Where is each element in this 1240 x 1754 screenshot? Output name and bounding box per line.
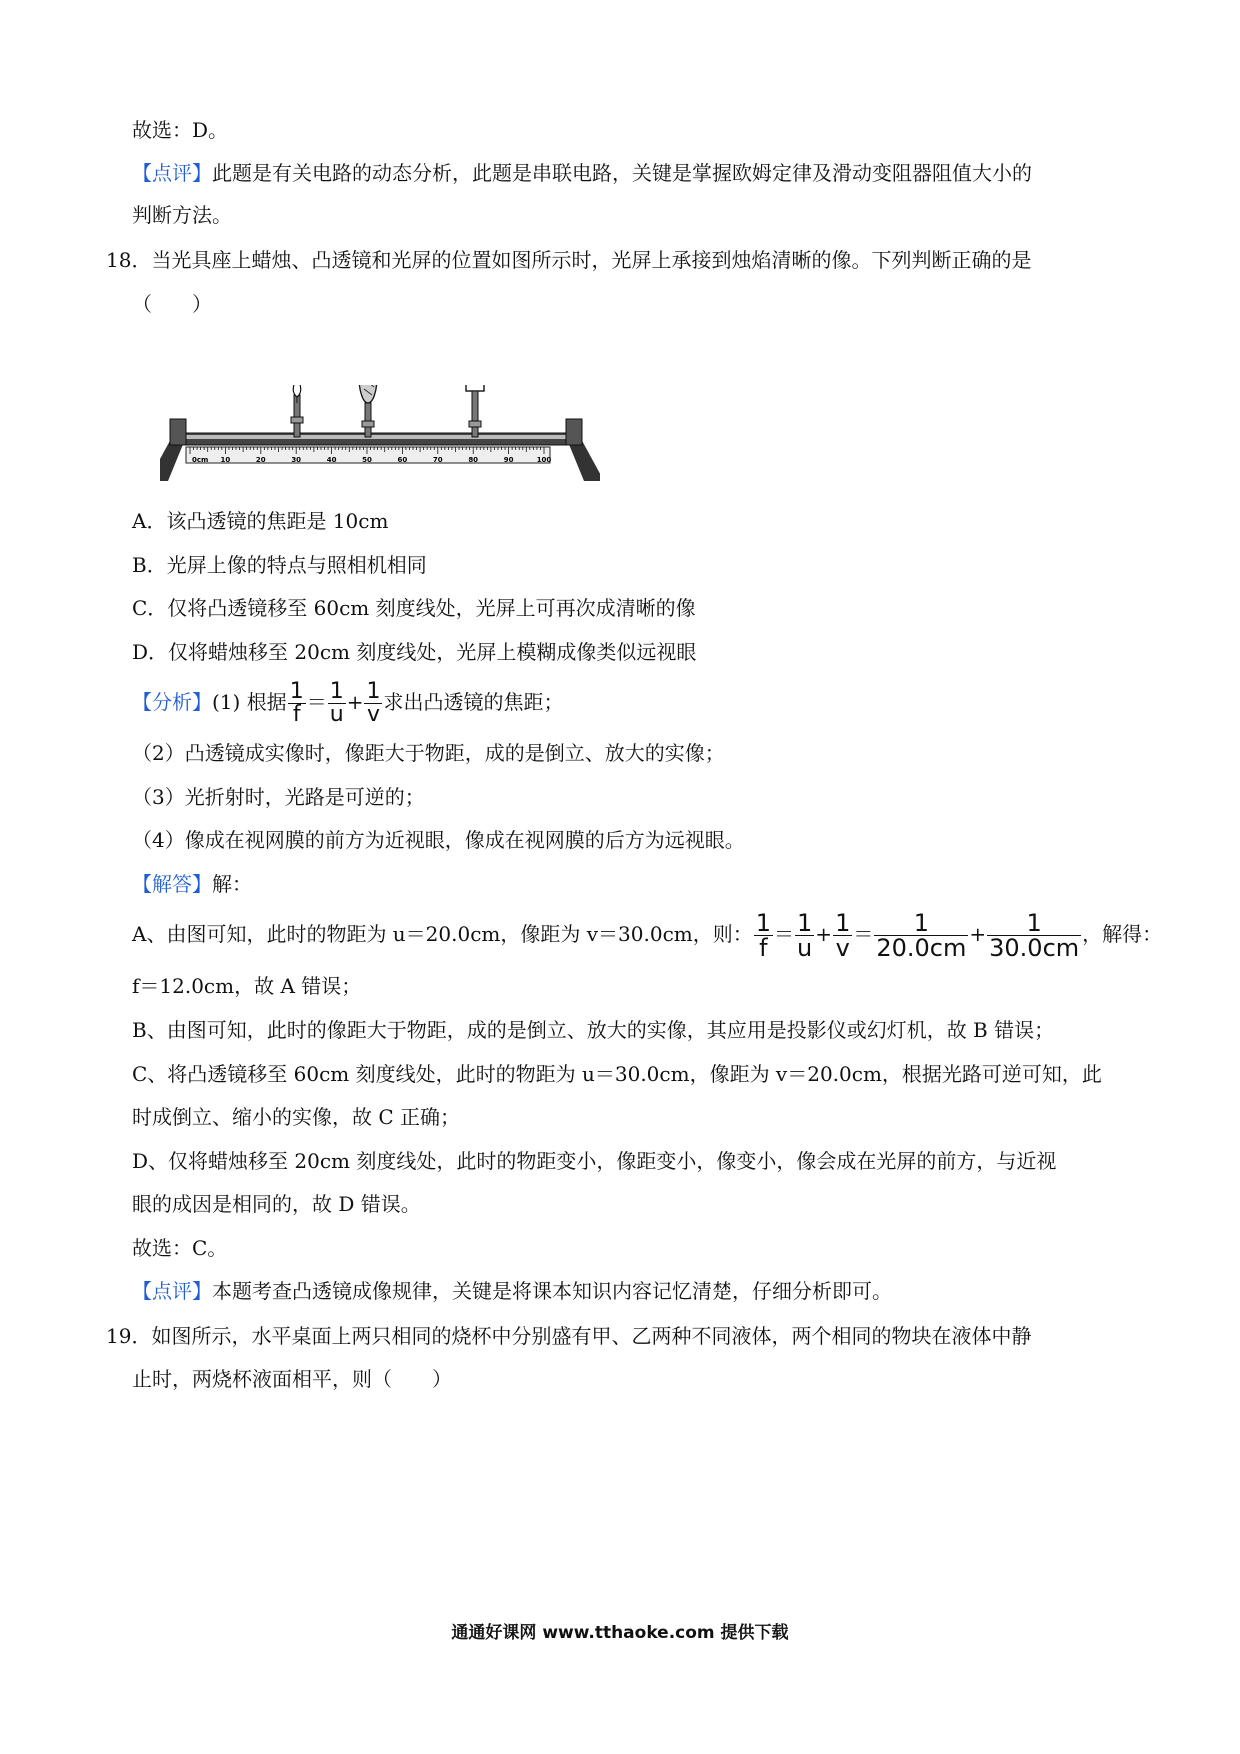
solution-a-pre: A、由图可知，此时的物距为 u＝20.0cm，像距为 v＝30.0cm，则： xyxy=(132,922,753,946)
left-post xyxy=(170,419,186,445)
analysis-2: （2）凸透镜成实像时，像距大于物距，成的是倒立、放大的实像； xyxy=(132,741,725,765)
ruler-label: 30 xyxy=(291,456,302,464)
ruler-label: 100 xyxy=(536,456,552,464)
option-a: A．该凸透镜的焦距是 10cm xyxy=(132,509,389,533)
q19-stem-cont: 止时，两烧杯液面相平，则（ ） xyxy=(132,1367,452,1391)
analysis-4: （4）像成在视网膜的前方为近视眼，像成在视网膜的后方为远视眼。 xyxy=(132,828,745,852)
analysis-1: 【分析】(1) 根据 $\frac{1}{f}$ ＝ $\frac{1}{u}$ + $\frac{1}{v}$ 求出凸透镜的焦距； xyxy=(132,679,564,727)
solution-b: B、由图可知，此时的像距大于物距，成的是倒立、放大的实像，其应用是投影仪或幻灯机，故 B 错误； xyxy=(132,1018,1055,1042)
review-text: 此题是有关电路的动态分析，此题是串联电路，关键是掌握欧姆定律及滑动变阻器阻值大小的 xyxy=(212,161,1032,185)
formula-1-over-f: $\frac{1}{f}$ xyxy=(289,679,304,727)
light-screen xyxy=(466,385,484,437)
q18-answer: 故选：C。 xyxy=(132,1236,228,1260)
ruler-label: 10 xyxy=(220,456,231,464)
formula-1-over-u: $\frac{1}{u}$ xyxy=(797,909,813,962)
solution-tag: 【解答】 xyxy=(132,872,212,896)
ruler-label: 70 xyxy=(432,456,443,464)
option-c: C．仅将凸透镜移至 60cm 刻度线处，光屏上可再次成清晰的像 xyxy=(132,596,696,620)
analysis-1-pre: (1) 根据 xyxy=(212,690,287,714)
review-text: 本题考查凸透镜成像规律，关键是将课本知识内容记忆清楚，仔细分析即可。 xyxy=(212,1279,892,1303)
solution-c: C、将凸透镜移至 60cm 刻度线处，此时的物距为 u＝30.0cm，像距为 v＝20.0cm，根据光路可逆可知，此 xyxy=(132,1062,1102,1086)
q17-review xyxy=(132,159,1032,187)
solution-d: D、仅将蜡烛移至 20cm 刻度线处，此时的物距变小，像距变小，像变小，像会成在光屏的前方，与近视 xyxy=(132,1149,1057,1173)
formula-1-over-u: $\frac{1}{u}$ xyxy=(329,679,344,727)
analysis-1-post: 求出凸透镜的焦距； xyxy=(383,690,564,714)
convex-lens xyxy=(359,385,377,437)
ruler-label: 0cm xyxy=(192,456,209,464)
optical-bench-diagram xyxy=(160,385,600,485)
solution-a: A、由图可知，此时的物距为 u＝20.0cm，像距为 v＝30.0cm，则： $\frac{1}{f}$ ＝ $\frac{1}{u}$ + $\frac{1}{v}$ ＝ $\frac{1}{20.0cm}$ + $\frac{1}{30.0cm}$ ，解得： xyxy=(132,909,1163,962)
bench-rail-top xyxy=(182,435,570,439)
q17-review-cont: 判断方法。 xyxy=(132,203,232,227)
ruler-label: 60 xyxy=(397,456,408,464)
solution-a-result: f＝12.0cm，故 A 错误； xyxy=(132,974,362,998)
ruler-label: 80 xyxy=(468,456,479,464)
formula-1-over-30cm: $\frac{1}{30.0cm}$ xyxy=(989,909,1080,962)
ruler-label: 90 xyxy=(503,456,514,464)
right-post xyxy=(566,419,582,445)
option-b: B．光屏上像的特点与照相机相同 xyxy=(132,553,427,577)
solution-head xyxy=(132,870,252,898)
review-tag: 【点评】 xyxy=(132,1279,212,1303)
q18-stem-paren: （ ） xyxy=(132,292,212,316)
ruler-label: 20 xyxy=(255,456,266,464)
review-tag: 【点评】 xyxy=(132,161,212,185)
solution-d-cont: 眼的成因是相同的，故 D 错误。 xyxy=(132,1192,421,1216)
analysis-3: （3）光折射时，光路是可逆的； xyxy=(132,785,425,809)
solution-c-cont: 时成倒立、缩小的实像，故 C 正确； xyxy=(132,1105,461,1129)
formula-1-over-f: $\frac{1}{f}$ xyxy=(755,909,772,962)
q19-stem: 19．如图所示，水平桌面上两只相同的烧杯中分别盛有甲、乙两种不同液体，两个相同的物块在液体中静 xyxy=(106,1324,1032,1348)
analysis-tag: 【分析】 xyxy=(132,690,212,714)
candle xyxy=(291,385,303,437)
formula-1-over-20cm: $\frac{1}{20.0cm}$ xyxy=(876,909,967,962)
page-footer: 通通好课网 www.tthaoke.com 提供下载 xyxy=(451,1623,789,1643)
solution-a-post: ，解得： xyxy=(1082,922,1163,946)
ruler-label: 40 xyxy=(326,456,337,464)
formula-1-over-v: $\frac{1}{v}$ xyxy=(835,909,851,962)
solution-head-text: 解： xyxy=(212,872,252,896)
q18-review xyxy=(132,1277,892,1305)
q18-stem: 18．当光具座上蜡烛、凸透镜和光屏的位置如图所示时，光屏上承接到烛焰清晰的像。下列判断正确的是 xyxy=(106,248,1032,272)
formula-1-over-v: $\frac{1}{v}$ xyxy=(366,679,381,727)
option-d: D．仅将蜡烛移至 20cm 刻度线处，光屏上模糊成像类似远视眼 xyxy=(132,640,697,664)
q17-answer: 故选：D。 xyxy=(132,118,229,142)
ruler-label: 50 xyxy=(362,456,372,464)
